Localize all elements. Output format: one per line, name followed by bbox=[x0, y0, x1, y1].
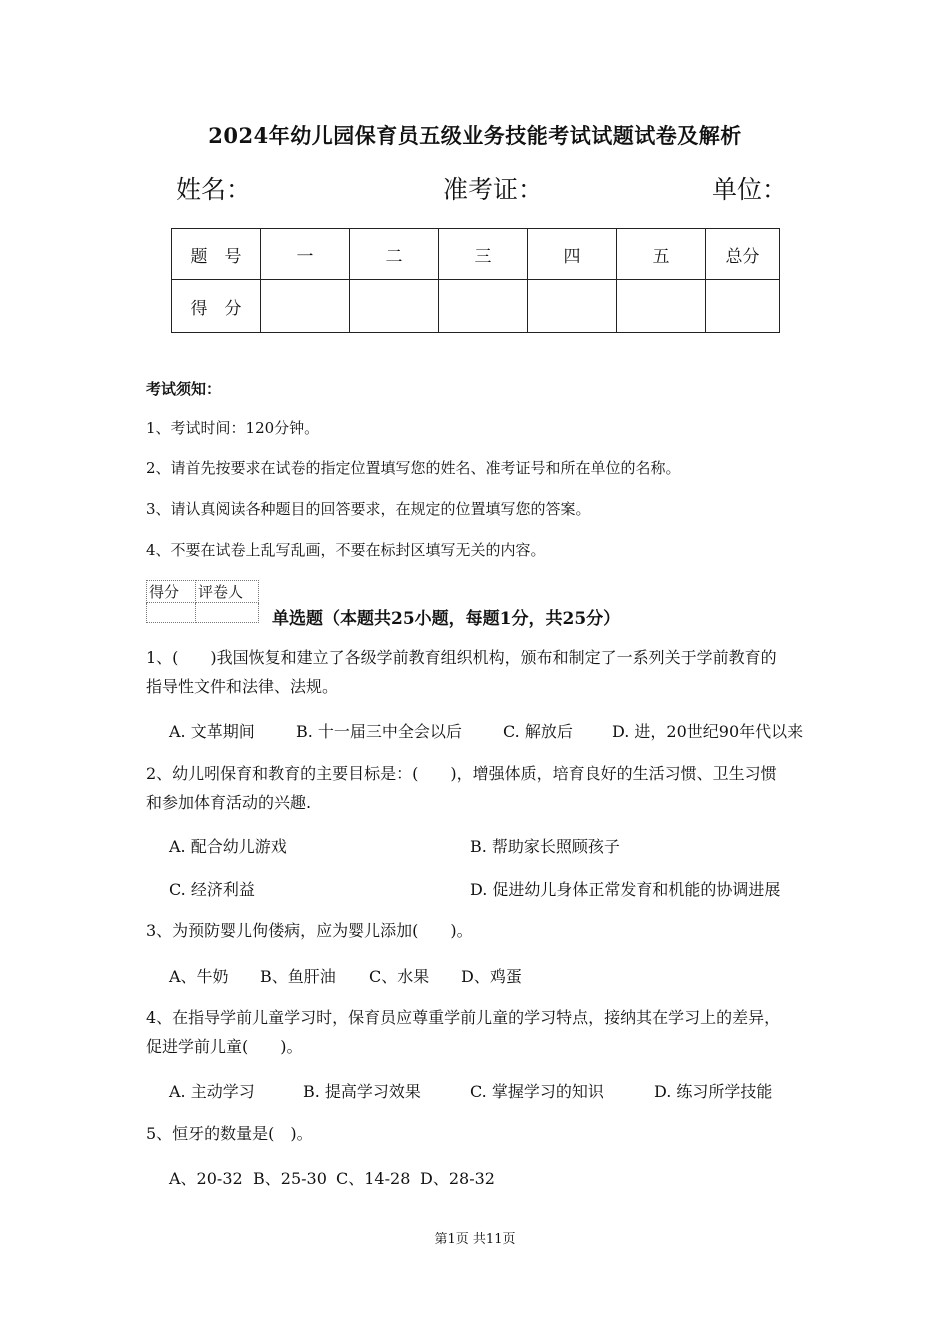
option[interactable]: A. 文革期间 bbox=[169, 722, 255, 741]
score-cell[interactable] bbox=[439, 280, 528, 333]
question-stem-continued: 促进学前儿童( )。 bbox=[146, 1037, 303, 1056]
question-stem: 2、幼儿吲保育和教育的主要目标是：( )，增强体质，培育良好的生活习惯、卫生习惯 bbox=[146, 764, 777, 783]
instruction-item: 1、考试时间：120分钟。 bbox=[146, 419, 320, 437]
score-table-header-cell: 三 bbox=[439, 229, 528, 280]
score-row-label: 得 分 bbox=[172, 280, 261, 333]
option[interactable]: C. 解放后 bbox=[503, 722, 573, 741]
option[interactable]: D. 促进幼儿身体正常发育和机能的协调进展 bbox=[470, 880, 781, 899]
option[interactable]: B. 提高学习效果 bbox=[303, 1082, 421, 1101]
instruction-item: 2、请首先按要求在试卷的指定位置填写您的姓名、准考证号和所在单位的名称。 bbox=[146, 459, 681, 477]
exam-number-field-label: 准考证： bbox=[443, 175, 544, 204]
option[interactable]: C、14-28 bbox=[336, 1169, 411, 1188]
grader-table-score-label: 得分 bbox=[147, 581, 196, 603]
option[interactable]: B. 帮助家长照顾孩子 bbox=[470, 837, 620, 856]
score-cell[interactable] bbox=[350, 280, 439, 333]
grader-table bbox=[146, 580, 259, 623]
grader-table-grader-cell[interactable] bbox=[196, 603, 259, 623]
option[interactable]: D、鸡蛋 bbox=[461, 967, 522, 986]
option[interactable]: A. 配合幼儿游戏 bbox=[169, 837, 287, 856]
option[interactable]: C. 掌握学习的知识 bbox=[470, 1082, 604, 1101]
name-field-label: 姓名： bbox=[176, 175, 252, 204]
instructions-heading: 考试须知： bbox=[146, 380, 222, 398]
question-stem: 1、( )我国恢复和建立了各级学前教育组织机构，颁布和制定了一系列关于学前教育的 bbox=[146, 648, 777, 667]
question-stem: 5、恒牙的数量是( )。 bbox=[146, 1124, 313, 1143]
score-table-header-cell: 五 bbox=[617, 229, 706, 280]
score-table-header-cell: 一 bbox=[261, 229, 350, 280]
score-cell[interactable] bbox=[261, 280, 350, 333]
score-cell[interactable] bbox=[528, 280, 617, 333]
option[interactable]: A、20-32 bbox=[169, 1169, 243, 1188]
option[interactable]: D. 进，20世纪90年代以来 bbox=[612, 722, 804, 741]
page-footer: 第1页 共11页 bbox=[434, 1232, 516, 1247]
score-table-header-row bbox=[172, 229, 780, 280]
page-title: 2024年幼儿园保育员五级业务技能考试试题试卷及解析 bbox=[208, 123, 742, 148]
question-stem: 4、在指导学前儿童学习时，保育员应尊重学前儿童的学习特点，接纳其在学习上的差异， bbox=[146, 1008, 781, 1027]
option[interactable]: B、鱼肝油 bbox=[260, 967, 336, 986]
unit-field-label: 单位： bbox=[712, 175, 788, 204]
score-table-header-cell: 二 bbox=[350, 229, 439, 280]
grader-table-grader-label: 评卷人 bbox=[196, 581, 259, 603]
option[interactable]: A. 主动学习 bbox=[169, 1082, 255, 1101]
score-table-score-row bbox=[172, 280, 780, 333]
score-cell[interactable] bbox=[706, 280, 780, 333]
question-stem: 3、为预防婴儿佝偻病，应为婴儿添加( )。 bbox=[146, 921, 473, 940]
option[interactable]: D、28-32 bbox=[420, 1169, 495, 1188]
score-table-header-cell: 总分 bbox=[706, 229, 780, 280]
instruction-item: 3、请认真阅读各种题目的回答要求，在规定的位置填写您的答案。 bbox=[146, 500, 591, 518]
option[interactable]: C. 经济利益 bbox=[169, 880, 255, 899]
score-cell[interactable] bbox=[617, 280, 706, 333]
score-table bbox=[171, 228, 780, 333]
option[interactable]: C、水果 bbox=[369, 967, 430, 986]
section-title: 单选题（本题共25小题，每题1分，共25分） bbox=[272, 609, 621, 629]
question-stem-continued: 和参加体育活动的兴趣. bbox=[146, 793, 312, 812]
option[interactable]: B、25-30 bbox=[253, 1169, 327, 1188]
option[interactable]: D. 练习所学技能 bbox=[654, 1082, 773, 1101]
score-table-header-cell: 题 号 bbox=[172, 229, 261, 280]
instruction-item: 4、不要在试卷上乱写乱画，不要在标封区填写无关的内容。 bbox=[146, 541, 546, 559]
score-table-header-cell: 四 bbox=[528, 229, 617, 280]
grader-table-score-cell[interactable] bbox=[147, 603, 196, 623]
question-stem-continued: 指导性文件和法律、法规。 bbox=[146, 677, 339, 696]
option[interactable]: A、牛奶 bbox=[169, 967, 229, 986]
option[interactable]: B. 十一届三中全会以后 bbox=[296, 722, 462, 741]
